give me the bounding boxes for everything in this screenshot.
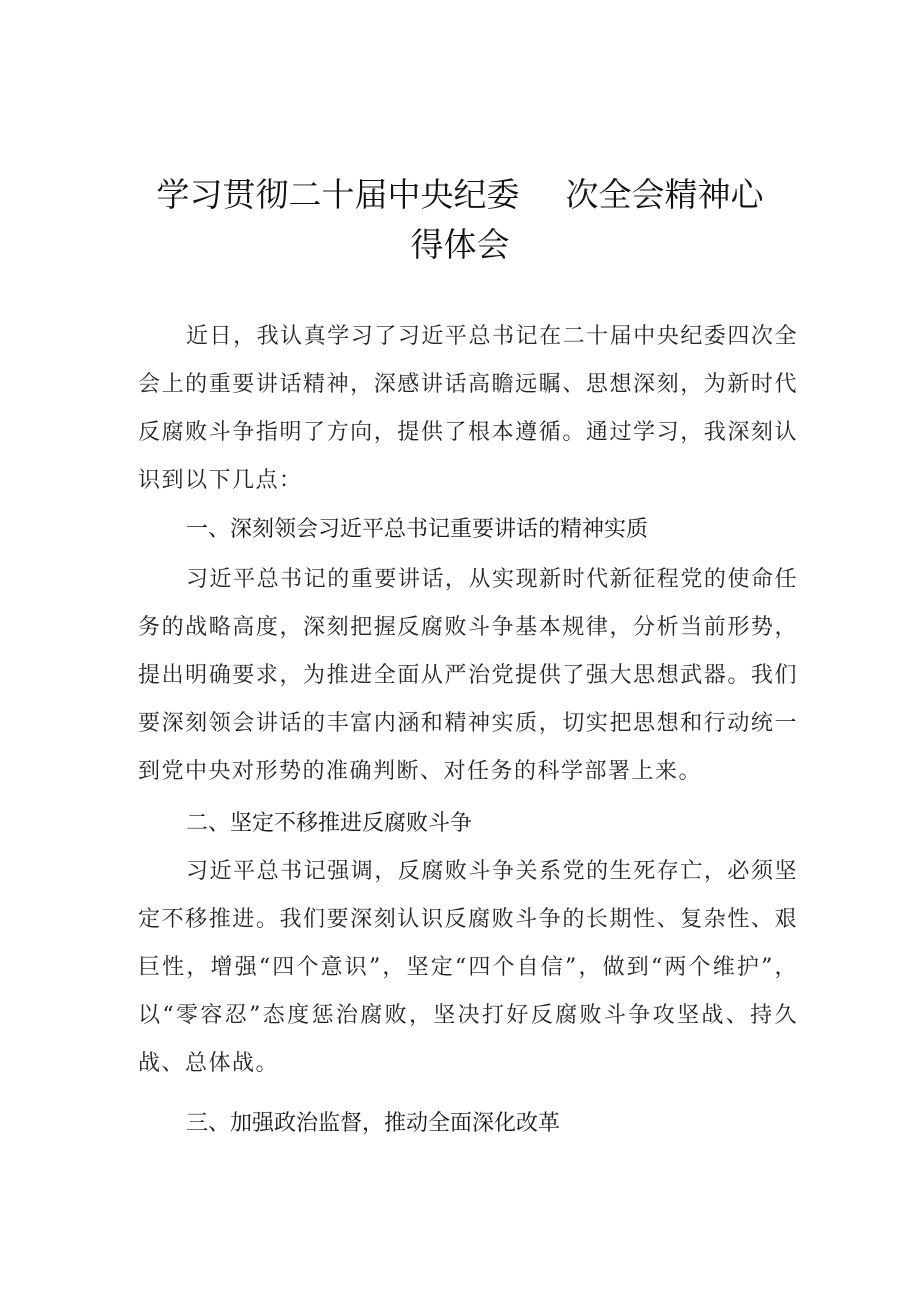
paragraph-section-2: 习近平总书记强调，反腐败斗争关系党的生死存亡，必须坚定不移推进。我们要深刻认识反腐败斗争的长期性、复杂性、艰巨性，增强“四个意识”，坚定“四个自信”，做到“两个维护”，以“零容忍”态度惩治腐败，坚决打好反腐败斗争攻坚战、持久战、总体战。 (138, 859, 798, 1076)
document-title (140, 170, 780, 220)
title-part-1: 学习贯彻二十届中央纪委 (156, 175, 520, 214)
section-heading-2: 二、坚定不移推进反腐败斗争 (186, 811, 473, 836)
paragraph-section-1: 习近平总书记的重要讲话，从实现新时代新征程党的使命任务的战略高度，深刻把握反腐败斗争基本规律，分析当前形势，提出明确要求，为推进全面从严治党提供了强大思想武器。我们要深刻领会讲话的丰富内涵和精神实质，切实把思想和行动统一到党中央对形势的准确判断、对任务的科学部署上来。 (138, 567, 798, 784)
section-heading-3: 三、加强政治监督，推动全面深化改革 (186, 1111, 561, 1136)
paragraph-intro: 近日，我认真学习了习近平总书记在二十届中央纪委四次全会上的重要讲话精神，深感讲话高瞻远瞩、思想深刻，为新时代反腐败斗争指明了方向，提供了根本遵循。通过学习，我深刻认识到以下几点： (138, 324, 798, 493)
title-part-2: 次全会精神心 (565, 175, 764, 214)
section-heading-1: 一、深刻领会习近平总书记重要讲话的精神实质 (186, 517, 649, 542)
document-title-line-2: 得体会 (410, 225, 510, 264)
